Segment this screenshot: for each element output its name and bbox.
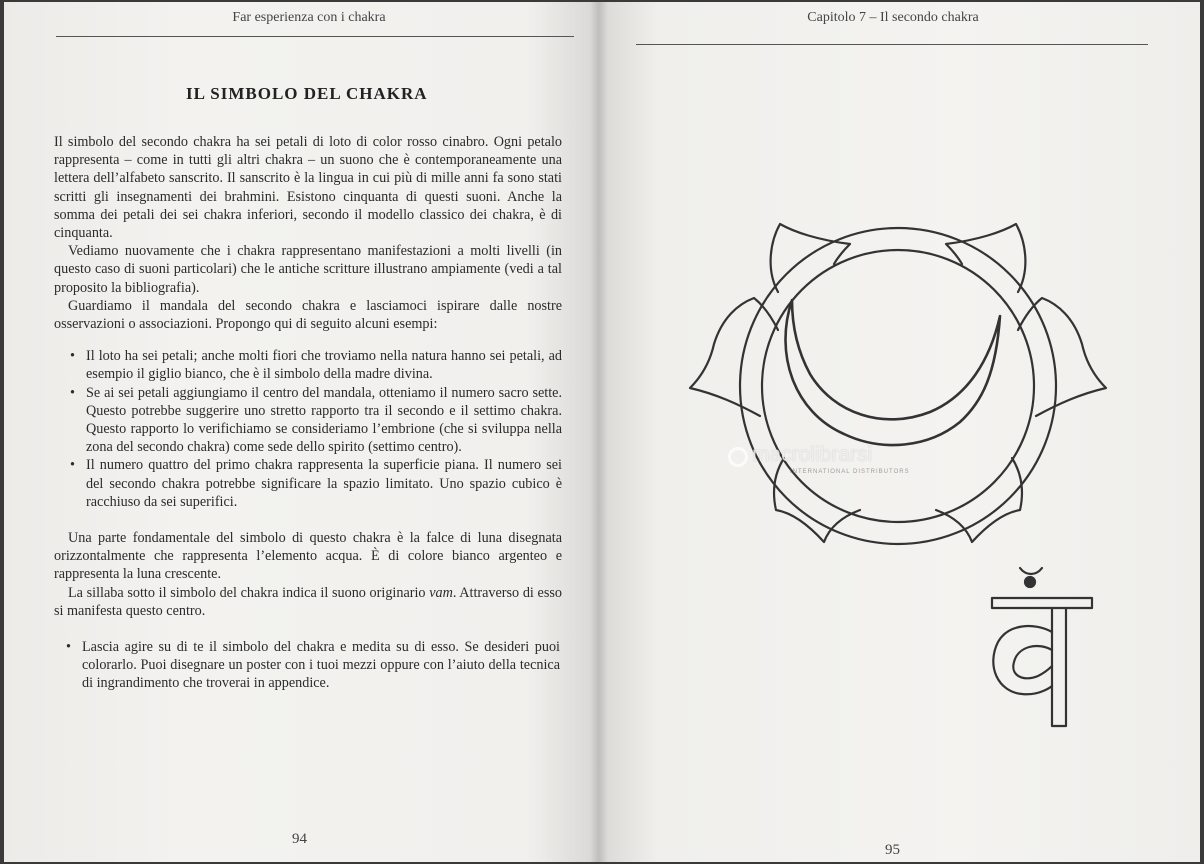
list-item: • Se ai sei petali aggiungiamo il centro del mandala, otteniamo il numero sacro sette. Questo potrebbe suggerire uno stretto rapporto tra il secondo e il settimo chakra. Questo rapporto lo verifichiamo se consideriamo l’embrione (che si sviluppa nella zona del secondo chakra) come sede dello spirito (settimo centro).	[86, 384, 562, 457]
watermark: macrolibrarsi	[752, 443, 873, 466]
list-item: • Lascia agire su di te il simbolo del chakra e medita su di esso. Se desideri puoi colorarlo. Puoi disegnare un poster con i tuoi mezzi oppure con l’aiuto della tecnica di ingrandimento che troverai in appendice.	[82, 638, 560, 693]
moon-crescent	[785, 300, 1000, 445]
examples-list	[54, 347, 562, 511]
inner-circle	[762, 250, 1034, 522]
paragraph-4: Una parte fondamentale del simbolo di questo chakra è la falce di luna disegnata orizzontalmente che rappresenta l’elemento acqua. È di colore bianco argenteo e rappresenta la luna crescente.	[54, 530, 562, 583]
meditation-list	[54, 638, 562, 693]
syllable-vam: vam	[429, 584, 453, 601]
paragraph-3: Guardiamo il mandala del secondo chakra e lasciamoci ispirare dalle nostre osservazioni o associazioni. Propongo qui di seguito alcuni esempi:	[54, 297, 562, 333]
list-item: • Il loto ha sei petali; anche molti fiori che troviamo nella natura hanno sei petali, ad esempio il giglio bianco, che è il simbolo della madre divina.	[86, 347, 562, 383]
second-chakra-symbol-illustration	[598, 2, 1200, 862]
outer-ring	[740, 228, 1056, 544]
book-spread	[4, 2, 1200, 862]
watermark-logo-icon	[728, 447, 748, 467]
lotus-petal-bottom-right	[936, 458, 1022, 542]
section-title: IL SIMBOLO DEL CHAKRA	[186, 84, 428, 103]
list-item: • Il numero quattro del primo chakra rappresenta la superficie piana. Il numero sei del secondo chakra potrebbe significare la spazio limitato. Uno spazio cubico è racchiuso da sei superifici.	[86, 456, 562, 511]
header-rule-left	[56, 36, 574, 37]
book-gutter	[590, 2, 608, 862]
bija-syllable-vam	[992, 568, 1092, 726]
body-text	[54, 133, 562, 693]
right-page	[598, 2, 1200, 862]
running-head-left: Far esperienza con i chakra	[232, 10, 386, 25]
paragraph-5	[54, 584, 562, 620]
page-number-right: 95	[885, 842, 900, 858]
syllable-text-before: La sillaba sotto il simbolo del chakra indica il suono originario	[68, 584, 430, 601]
paragraph-1: Il simbolo del secondo chakra ha sei petali di loto di color rosso cinabro. Ogni petalo rappresenta – come in tutti gli altri chakra – un suono che è contemporaneamente una lettera dell’alfabeto sanscrito. Il sanscrito è la lingua in cui più di mille anni fa sono stati scritti gli insegnamenti dei brahmini. Esistono cinquanta di questi suoni. Anche la somma dei petali dei sei chakra inferiori, secondo il modello classico dei chakra, è di cinquanta.	[54, 134, 562, 242]
spacer	[54, 511, 562, 529]
page-number-left: 94	[292, 831, 307, 847]
running-head-right: Capitolo 7 – Il secondo chakra	[807, 10, 979, 25]
watermark-subtext: INTERNATIONAL DISTRIBUTORS	[790, 469, 910, 475]
syllable-text-after: . Attraverso di esso si manifesta questo centro.	[54, 584, 562, 619]
left-page	[4, 2, 598, 862]
paragraph-2: Vediamo nuovamente che i chakra rappresentano manifestazioni a molti livelli (in questo caso di suoni particolari) che le antiche scritture illustrano ampiamente (vedi a tal proposito la bibliografia).	[54, 243, 562, 296]
